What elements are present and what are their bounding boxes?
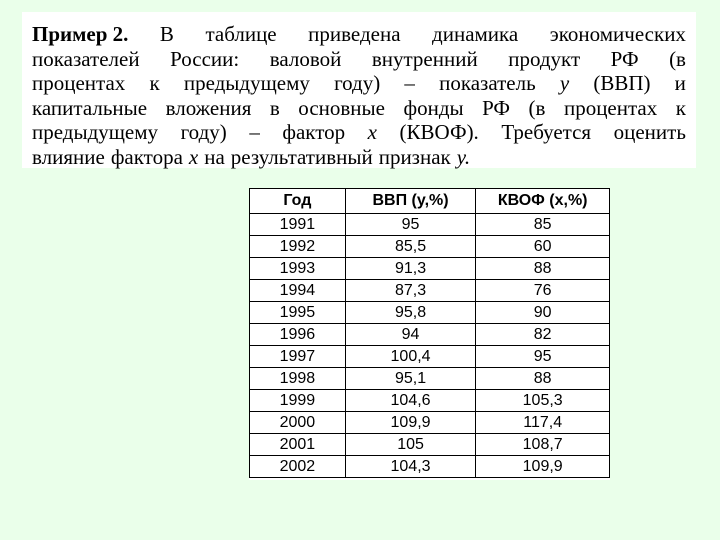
- variable-x: x: [188, 144, 199, 169]
- word: в: [269, 95, 280, 120]
- table-header-row: [250, 189, 610, 214]
- cell-gdp: 95,8: [345, 302, 476, 324]
- example-label: Пример 2.: [32, 22, 129, 46]
- table-row: [250, 456, 610, 478]
- word: –: [404, 71, 415, 95]
- word: показатель: [439, 71, 536, 95]
- word: приведена: [308, 22, 401, 46]
- cell-kvof: 109,9: [476, 456, 610, 478]
- variable-y: y.: [456, 144, 471, 169]
- cell-year: 1996: [250, 324, 346, 346]
- word: году): [334, 71, 381, 95]
- cell-year: 2001: [250, 434, 346, 456]
- problem-line: [32, 96, 686, 121]
- word: к: [675, 95, 686, 120]
- table-row: [250, 280, 610, 302]
- word: В: [159, 22, 174, 46]
- word: Требуется: [501, 120, 592, 144]
- word: (ВВП): [593, 71, 651, 95]
- cell-year: 2000: [250, 412, 346, 434]
- cell-kvof: 108,7: [476, 434, 610, 456]
- cell-kvof: 95: [476, 346, 610, 368]
- table-row: [250, 214, 610, 236]
- word: на: [204, 144, 225, 169]
- problem-line: [32, 120, 686, 145]
- cell-gdp: 105: [345, 434, 476, 456]
- word: (КВОФ).: [399, 120, 479, 144]
- cell-year: 1994: [250, 280, 346, 302]
- cell-kvof: 76: [476, 280, 610, 302]
- word: (в: [669, 46, 686, 71]
- word: к: [149, 71, 160, 95]
- word: вложения: [165, 95, 252, 120]
- data-table-container: [249, 188, 610, 480]
- word: показателей: [32, 46, 140, 71]
- cell-gdp: 87,3: [345, 280, 476, 302]
- cell-kvof: 117,4: [476, 412, 610, 434]
- word: процентах: [563, 95, 658, 120]
- problem-line: [32, 145, 686, 170]
- table-row: [250, 346, 610, 368]
- word: продукт: [508, 46, 581, 71]
- cell-gdp: 85,5: [345, 236, 476, 258]
- problem-line: [32, 47, 686, 72]
- word: капитальные: [32, 95, 148, 120]
- word: таблице: [205, 22, 277, 46]
- cell-gdp: 104,6: [345, 390, 476, 412]
- word: оценить: [613, 120, 686, 144]
- word: РФ: [610, 46, 639, 71]
- cell-kvof: 90: [476, 302, 610, 324]
- word: –: [249, 120, 260, 144]
- variable-y: y: [559, 71, 570, 95]
- header-kvof: КВОФ (x,%): [476, 189, 610, 214]
- word: внутренний: [371, 46, 478, 71]
- word: фонды: [403, 95, 464, 120]
- word: экономических: [549, 22, 686, 46]
- table-row: [250, 236, 610, 258]
- cell-gdp: 95: [345, 214, 476, 236]
- problem-line: [32, 22, 686, 47]
- table-row: [250, 324, 610, 346]
- cell-year: 1991: [250, 214, 346, 236]
- word: валовой: [269, 46, 342, 71]
- table-row: [250, 434, 610, 456]
- cell-gdp: 95,1: [345, 368, 476, 390]
- cell-year: 1995: [250, 302, 346, 324]
- cell-year: 1999: [250, 390, 346, 412]
- table-row: [250, 302, 610, 324]
- word: и: [674, 71, 686, 95]
- word: признак: [378, 144, 451, 169]
- word: динамика: [432, 22, 519, 46]
- word: основные: [298, 95, 385, 120]
- cell-gdp: 109,9: [345, 412, 476, 434]
- problem-line: [32, 71, 686, 96]
- word: предыдущему: [183, 71, 310, 95]
- word: РФ: [482, 95, 511, 120]
- header-gdp: ВВП (y,%): [345, 189, 476, 214]
- cell-year: 1998: [250, 368, 346, 390]
- table-row: [250, 368, 610, 390]
- cell-gdp: 100,4: [345, 346, 476, 368]
- header-year: Год: [250, 189, 346, 214]
- cell-year: 1993: [250, 258, 346, 280]
- cell-kvof: 85: [476, 214, 610, 236]
- cell-kvof: 82: [476, 324, 610, 346]
- word: предыдущему: [32, 120, 159, 144]
- word: результативный: [230, 144, 373, 169]
- data-table: [249, 188, 610, 478]
- word: России:: [170, 46, 240, 71]
- cell-gdp: 94: [345, 324, 476, 346]
- cell-kvof: 60: [476, 236, 610, 258]
- problem-statement: [22, 12, 696, 168]
- table-row: [250, 390, 610, 412]
- cell-year: 1997: [250, 346, 346, 368]
- cell-kvof: 88: [476, 258, 610, 280]
- cell-gdp: 104,3: [345, 456, 476, 478]
- word: фактор: [282, 120, 346, 144]
- table-row: [250, 412, 610, 434]
- word: фактора: [110, 144, 183, 169]
- word: процентах: [32, 71, 126, 95]
- word: (в: [528, 95, 546, 120]
- cell-gdp: 91,3: [345, 258, 476, 280]
- table-row: [250, 258, 610, 280]
- cell-kvof: 105,3: [476, 390, 610, 412]
- cell-year: 1992: [250, 236, 346, 258]
- word: влияние: [32, 144, 105, 169]
- cell-kvof: 88: [476, 368, 610, 390]
- word: году): [180, 120, 227, 144]
- variable-x: x: [367, 120, 377, 144]
- cell-year: 2002: [250, 456, 346, 478]
